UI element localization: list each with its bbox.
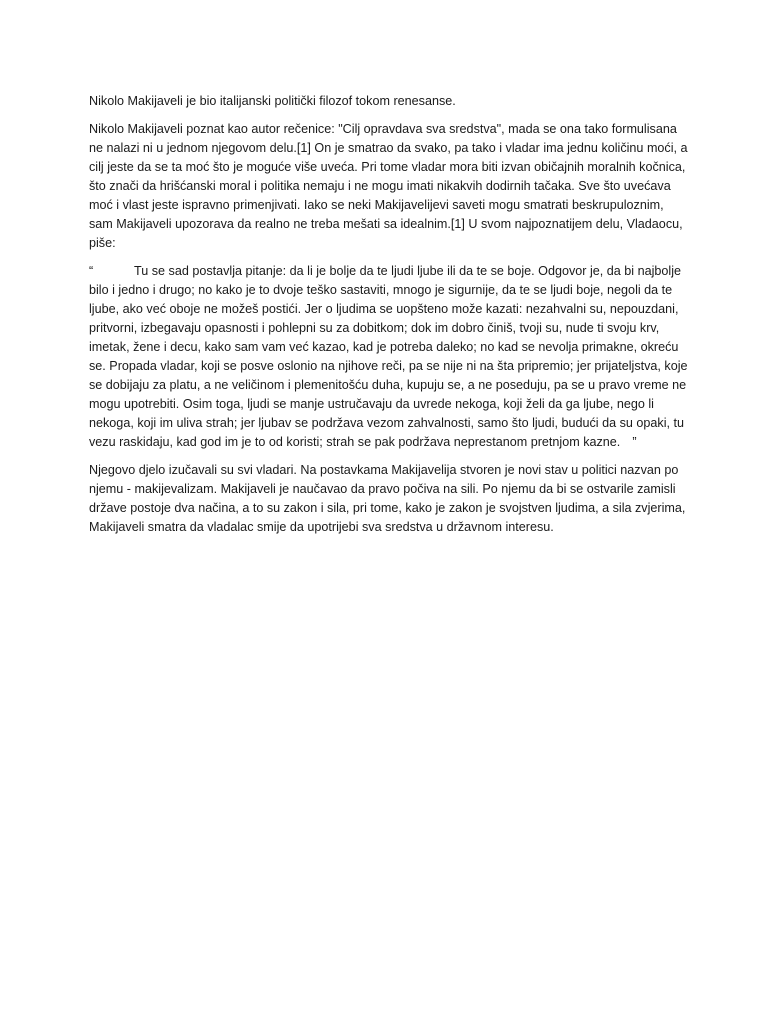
quote-open-mark: “ bbox=[89, 264, 94, 278]
document-page bbox=[89, 92, 689, 546]
body-paragraph-2: Njegovo djelo izučavali su svi vladari. Na postavkama Makijavelija stvoren je novi stav u politici nazvan po njemu - makijevalizam. Makijaveli je naučavao da pravo počiva na sili. Po njemu da bi se ostvarile zamisli države postoje dva načina, a to su zakon i sila, pri tome, kako je zakon je svojstven ljudima, a sila zvjerima, Makijaveli smatra da vladalac smije da upotrijebi sva sredstva u državnom interesu. bbox=[89, 463, 686, 534]
intro-paragraph: Nikolo Makijaveli je bio italijanski politički filozof tokom renesanse. bbox=[89, 94, 456, 108]
body-paragraph-1: Nikolo Makijaveli poznat kao autor rečenice: "Cilj opravdava sva sredstva", mada se ona tako formulisana ne nalazi ni u jednom njegovom delu.[1] On je smatrao da svako, pa tako i vladar ima jednu količinu moći, a cilj jeste da se ta moć što je moguće više uveća. Pri tome vladar mora biti izvan običajnih moralnih kočnica, što znači da hrišćanski moral i politika nemaju i ne mogu imati nikakvih dodirnih tačaka. Sve što uvećava moć i vlast jeste ispravno primenjivati. Iako se neki Makijavelijevi saveti mogu smatrati beskrupuloznim, sam Makijaveli upozorava da realno ne treba mešati sa idealnim.[1] U svom najpoznatijem delu, Vladaocu, piše: bbox=[89, 122, 688, 250]
quotation-block bbox=[89, 262, 689, 452]
quote-text: Tu se sad postavlja pitanje: da li je bolje da te ljudi ljube ili da te se boje. Odgovor je, da bi najbolje bilo i jedno i drugo; no kako je to dvoje teško sastaviti, mnogo je sigurnije, da te se ljudi boje, negoli da te ljube, ako već oboje ne možeš postići. Jer o ljudima se uopšteno može kazati: nezahvalni su, nepouzdani, pritvorni, izbegavaju opasnosti i pohlepni su za dobitkom; dok im dobro činiš, tvoji su, nude ti svoju krv, imetak, žene i decu, kako sam vam već kazao, kad je potreba daleko; no kad se nevolja primakne, okreću se. Propada vladar, koji se posve oslonio na njihove reči, pa se nije ni na šta pripremio; jer prijateljstva, koje se dobijaju za platu, a ne veličinom i plemenitošću duha, kupuju se, a ne poseduju, pa se u pravo vreme ne mogu upotrebiti. Osim toga, ljudi se manje ustručavaju da uvrede nekoga, koji želi da ga ljube, nego li nekoga, koji im uliva strah; jer ljubav se podržava vezom zahvalnosti, samo što ljudi, budući da su opaki, tu vezu raskidaju, kad god im je to od koristi; strah se pak podržava neprestanom pretnjom kazne. bbox=[89, 264, 688, 449]
quote-close-mark: ” bbox=[632, 435, 637, 449]
